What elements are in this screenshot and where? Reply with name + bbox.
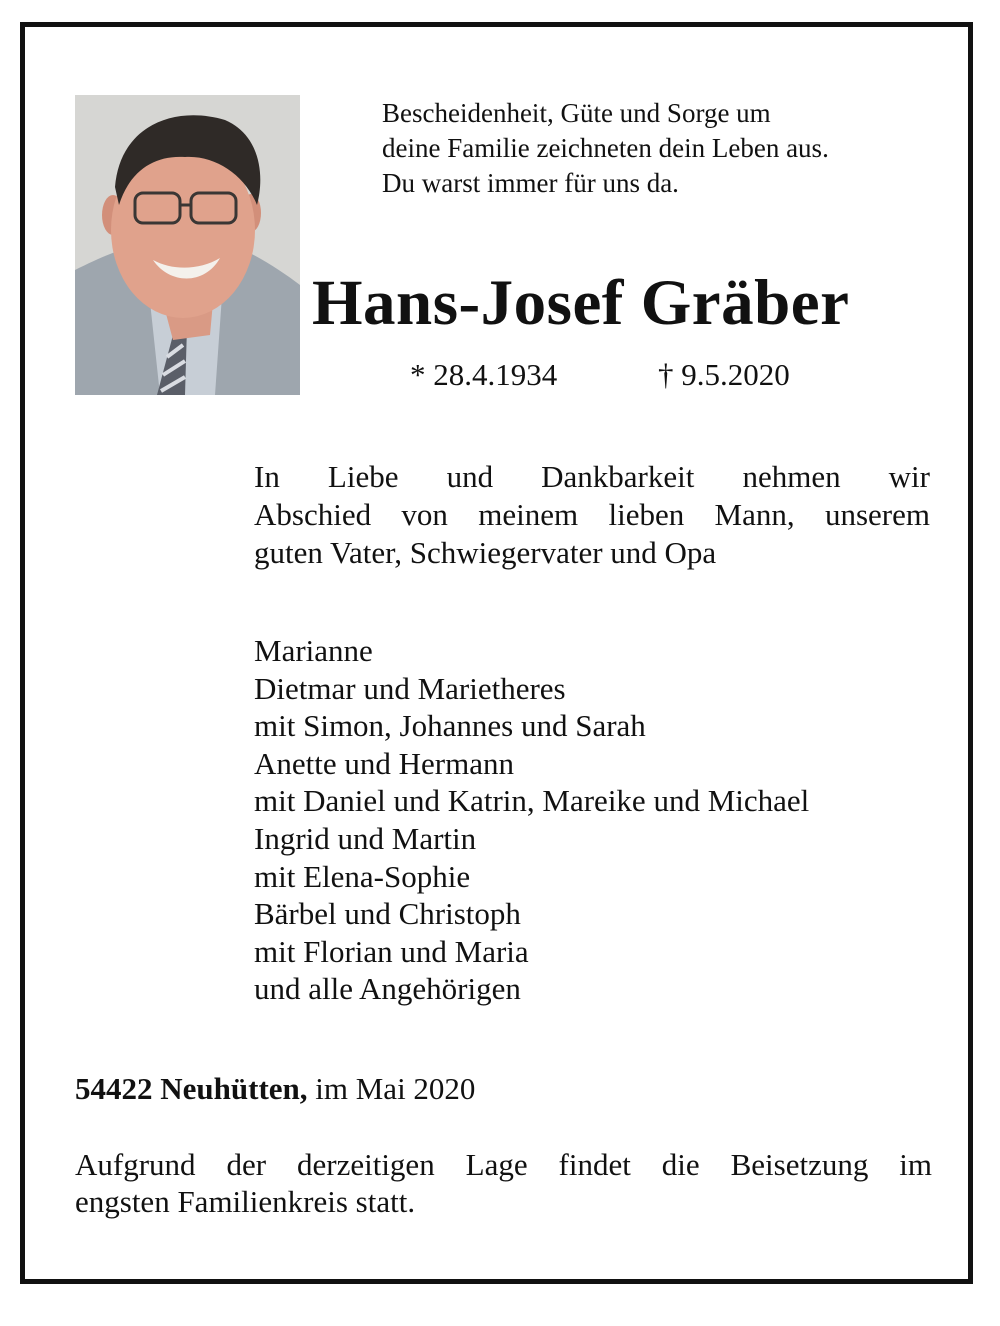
motto-line: deine Familie zeichneten dein Leben aus.: [382, 133, 829, 163]
place-location: 54422 Neuhütten,: [75, 1071, 308, 1106]
farewell-line: In Liebe und Dankbarkeit nehmen wir: [254, 459, 930, 494]
mourner-line: Bärbel und Christoph: [254, 896, 521, 932]
mourner-line: Ingrid und Martin: [254, 820, 477, 856]
burial-note-line: engsten Familienkreis statt.: [75, 1184, 416, 1219]
motto-text: [382, 96, 942, 201]
farewell-line: Abschied von meinem lieben Mann, unserem: [254, 497, 930, 532]
mourner-line: Marianne: [254, 633, 373, 668]
deceased-name: Hans-Josef Gräber: [312, 267, 850, 339]
farewell-text: [254, 458, 930, 572]
mourner-line: mit Daniel und Katrin, Mareike und Michael: [254, 783, 810, 819]
birth-date: * 28.4.1934: [410, 357, 558, 392]
mourners-list: [254, 632, 954, 1008]
burial-note-line: Aufgrund der derzeitigen Lage findet die Beisetzung im: [75, 1147, 932, 1182]
place-and-date: [75, 1070, 475, 1108]
mourner-line: mit Florian und Maria: [254, 933, 529, 969]
burial-note: [75, 1146, 932, 1220]
place-date: im Mai 2020: [315, 1071, 476, 1106]
portrait-image: [75, 95, 300, 395]
portrait-photo: [75, 95, 300, 395]
farewell-line: guten Vater, Schwiegervater und Opa: [254, 535, 717, 570]
mourner-line: mit Simon, Johannes und Sarah: [254, 708, 646, 744]
mourner-line: und alle Angehörigen: [254, 971, 521, 1007]
death-date: † 9.5.2020: [658, 357, 790, 392]
motto-line: Du warst immer für uns da.: [382, 168, 679, 198]
motto-line: Bescheidenheit, Güte und Sorge um: [382, 98, 771, 128]
mourner-line: Dietmar und Marietheres: [254, 670, 566, 706]
mourner-line: Anette und Hermann: [254, 745, 514, 781]
mourner-line: mit Elena-Sophie: [254, 858, 471, 894]
